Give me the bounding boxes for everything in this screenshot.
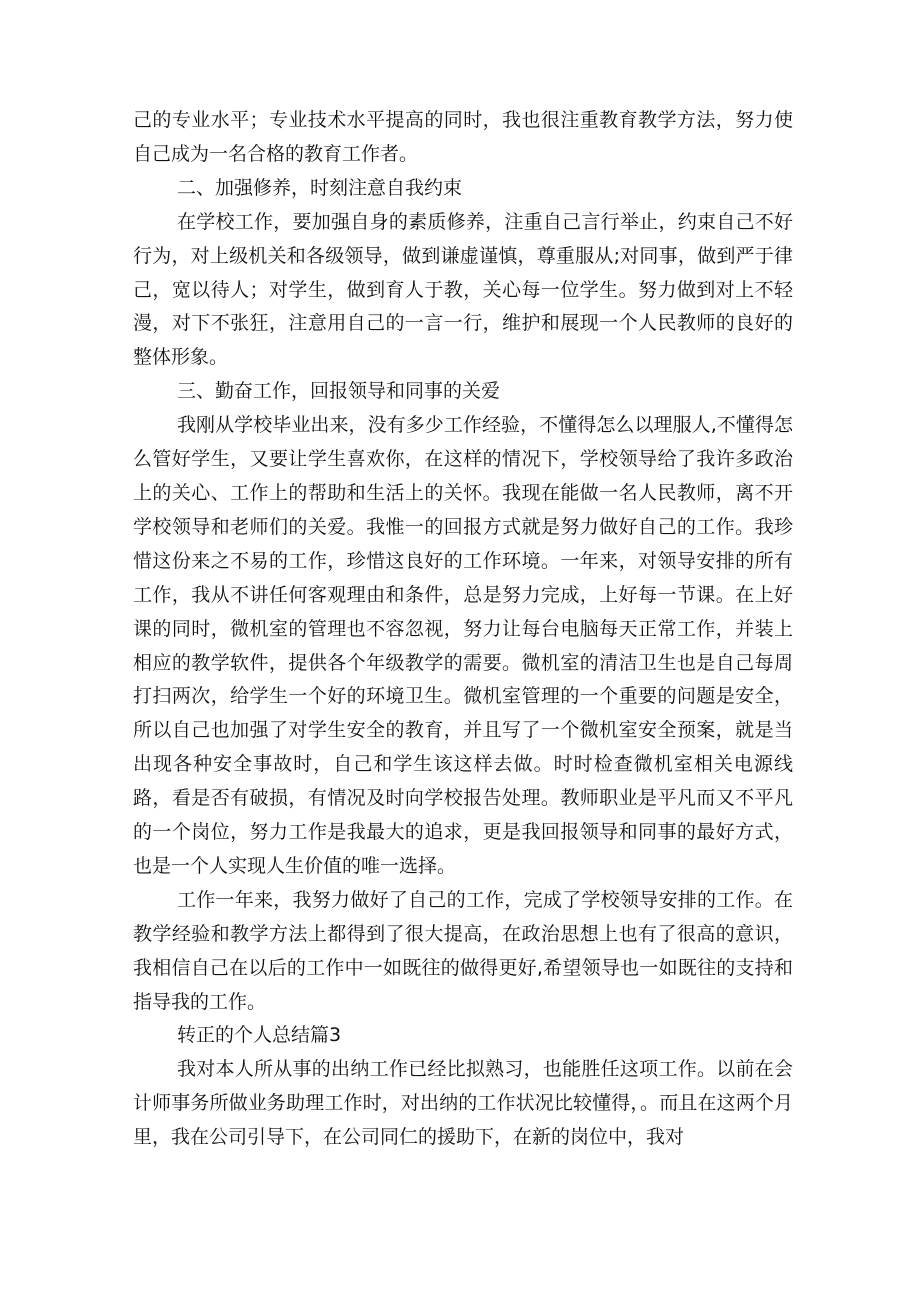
paragraph-continuation: 己的专业水平；专业技术水平提高的同时，我也很注重教育教学方法，努力使自己成为一名合格的教育工作者。 bbox=[133, 109, 793, 165]
article-title-part-3: 转正的个人总结篇3 bbox=[177, 1024, 342, 1047]
document-page bbox=[133, 104, 793, 1155]
paragraph-summary: 工作一年来，我努力做好了自己的工作，完成了学校领导安排的工作。在教学经验和教学方法上都得到了很大提高，在政治思想上也有了很高的意识，我相信自己在以后的工作中一如既往的做得更好,希望领导也一如既往的支持和指导我的工作。 bbox=[133, 888, 793, 1013]
section-heading-3: 三、勤奋工作，回报领导和同事的关爱 bbox=[177, 380, 501, 403]
section-heading-2: 二、加强修养，时刻注意自我约束 bbox=[177, 176, 463, 199]
paragraph-hard-work: 我刚从学校毕业出来，没有多少工作经验，不懂得怎么以理服人,不懂得怎么管好学生，又要让学生喜欢你，在这样的情况下，学校领导给了我许多政治上的关心、工作上的帮助和生活上的关怀。我现在能做一名人民教师，离不开学校领导和老师们的关爱。我惟一的回报方式就是努力做好自己的工作。我珍惜这份来之不易的工作，珍惜这良好的工作环境。一年来，对领导安排的所有工作，我从不讲任何客观理由和条件，总是努力完成，上好每一节课。在上好课的同时，微机室的管理也不容忽视，努力让每台电脑每天正常工作，并装上相应的教学软件，提供各个年级教学的需要。微机室的清洁卫生也是自己每周打扫两次，给学生一个好的环境卫生。微机室管理的一个重要的问题是安全，所以自己也加强了对学生安全的教育，并且写了一个微机室安全预案，就是当出现各种安全事故时，自己和学生该这样去做。时时检查微机室相关电源线路，看是否有破损，有情况及时向学校报告处理。教师职业是平凡而又不平凡的一个岗位，努力工作是我最大的追求，更是我回报领导和同事的最好方式，也是一个人实现人生价值的唯一选择。 bbox=[133, 414, 793, 877]
paragraph-self-cultivation: 在学校工作，要加强自身的素质修养，注重自己言行举止，约束自己不好行为，对上级机关和各级领导，做到谦虚谨慎，尊重服从;对同事，做到严于律己，宽以待人；对学生，做到育人于教，关心每一位学生。努力做到对上不轻漫，对下不张狂，注意用自己的一言一行，维护和展现一个人民教师的良好的整体形象。 bbox=[133, 210, 793, 369]
paragraph-cashier-work: 我对本人所从事的出纳工作已经比拟熟习，也能胜任这项工作。以前在会计师事务所做业务助理工作时，对出纳的工作状况比较懂得，。而且在这两个月里，我在公司引导下，在公司同仁的援助下，在新的岗位中，我对 bbox=[133, 1058, 793, 1149]
